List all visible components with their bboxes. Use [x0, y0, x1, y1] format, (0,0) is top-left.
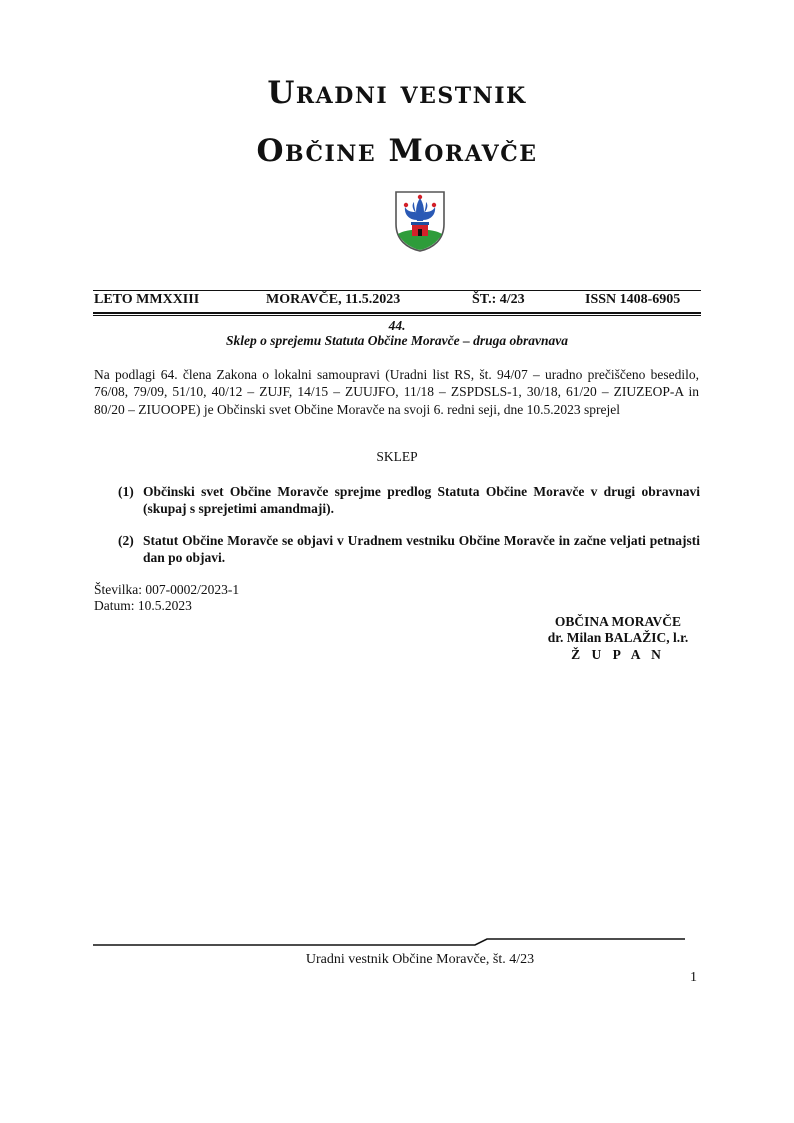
decision-heading: SKLEP [376, 449, 418, 464]
decision-item-text: Občinski svet Občine Moravče sprejme predlog Statuta Občine Moravče v drugi obravnavi (skupaj s sprejetimi amandmaji). [143, 484, 700, 517]
crest-tower-door [418, 229, 422, 236]
issue-year: LETO MMXXIII [94, 292, 200, 307]
preamble-paragraph: Na podlagi 64. člena Zakona o lokalni samoupravi (Uradni list RS, št. 94/07 – uradno prečiščeno besedilo, 76/08, 79/09, 51/10, 40/12 – ZUJF, 14/15 – ZUUJFO, 11/18 – ZSPDSLS-1, 30/18, 61/20 – ZIUZEOP-A in 80/20 – ZIUOOPE) je Občinski svet Občine Moravče na svoji 6. redni seji, dne 10.5.2023 sprejel [94, 367, 699, 417]
item-number: 44. [388, 318, 406, 333]
masthead-title-line2: Občine Moravče [256, 133, 538, 169]
crest-lily-tip-left [404, 203, 408, 207]
decision-item [118, 483, 700, 518]
header-rule-bottom-thick [93, 312, 701, 314]
footer-publication-label: Uradni vestnik Občine Moravče, št. 4/23 [305, 952, 535, 967]
footer-rule [93, 937, 685, 949]
signature-name: dr. Milan BALAŽIC, l.r. [547, 630, 689, 645]
municipal-crest-icon [393, 190, 447, 252]
decision-item-number: (1) [118, 484, 134, 499]
document-date: Datum: 10.5.2023 [94, 598, 192, 613]
decision-item-number: (2) [118, 533, 134, 548]
decision-item [118, 532, 700, 567]
masthead-title-line1: Uradni vestnik [267, 75, 527, 111]
crest-lily-tip-right [432, 203, 436, 207]
item-title: Sklep o sprejemu Statuta Občine Moravče – druga obravnava [225, 333, 568, 348]
crest-tower-band [411, 222, 429, 225]
crest-lily-tip-top [418, 195, 422, 199]
signature-organization: OBČINA MORAVČE [554, 614, 682, 629]
signature-role: Ž U P A N [571, 647, 665, 662]
issue-number: ŠT.: 4/23 [472, 292, 525, 307]
issue-place-date: MORAVČE, 11.5.2023 [266, 292, 401, 307]
header-rule-top [93, 290, 701, 291]
document-number: Številka: 007-0002/2023-1 [94, 582, 240, 597]
header-rule-bottom-thin [93, 315, 701, 316]
issue-issn: ISSN 1408-6905 [585, 292, 681, 307]
decision-item-text: Statut Občine Moravče se objavi v Uradnem vestniku Občine Moravče in začne veljati petnajsti dan po objavi. [143, 533, 700, 566]
page-number: 1 [690, 970, 697, 985]
